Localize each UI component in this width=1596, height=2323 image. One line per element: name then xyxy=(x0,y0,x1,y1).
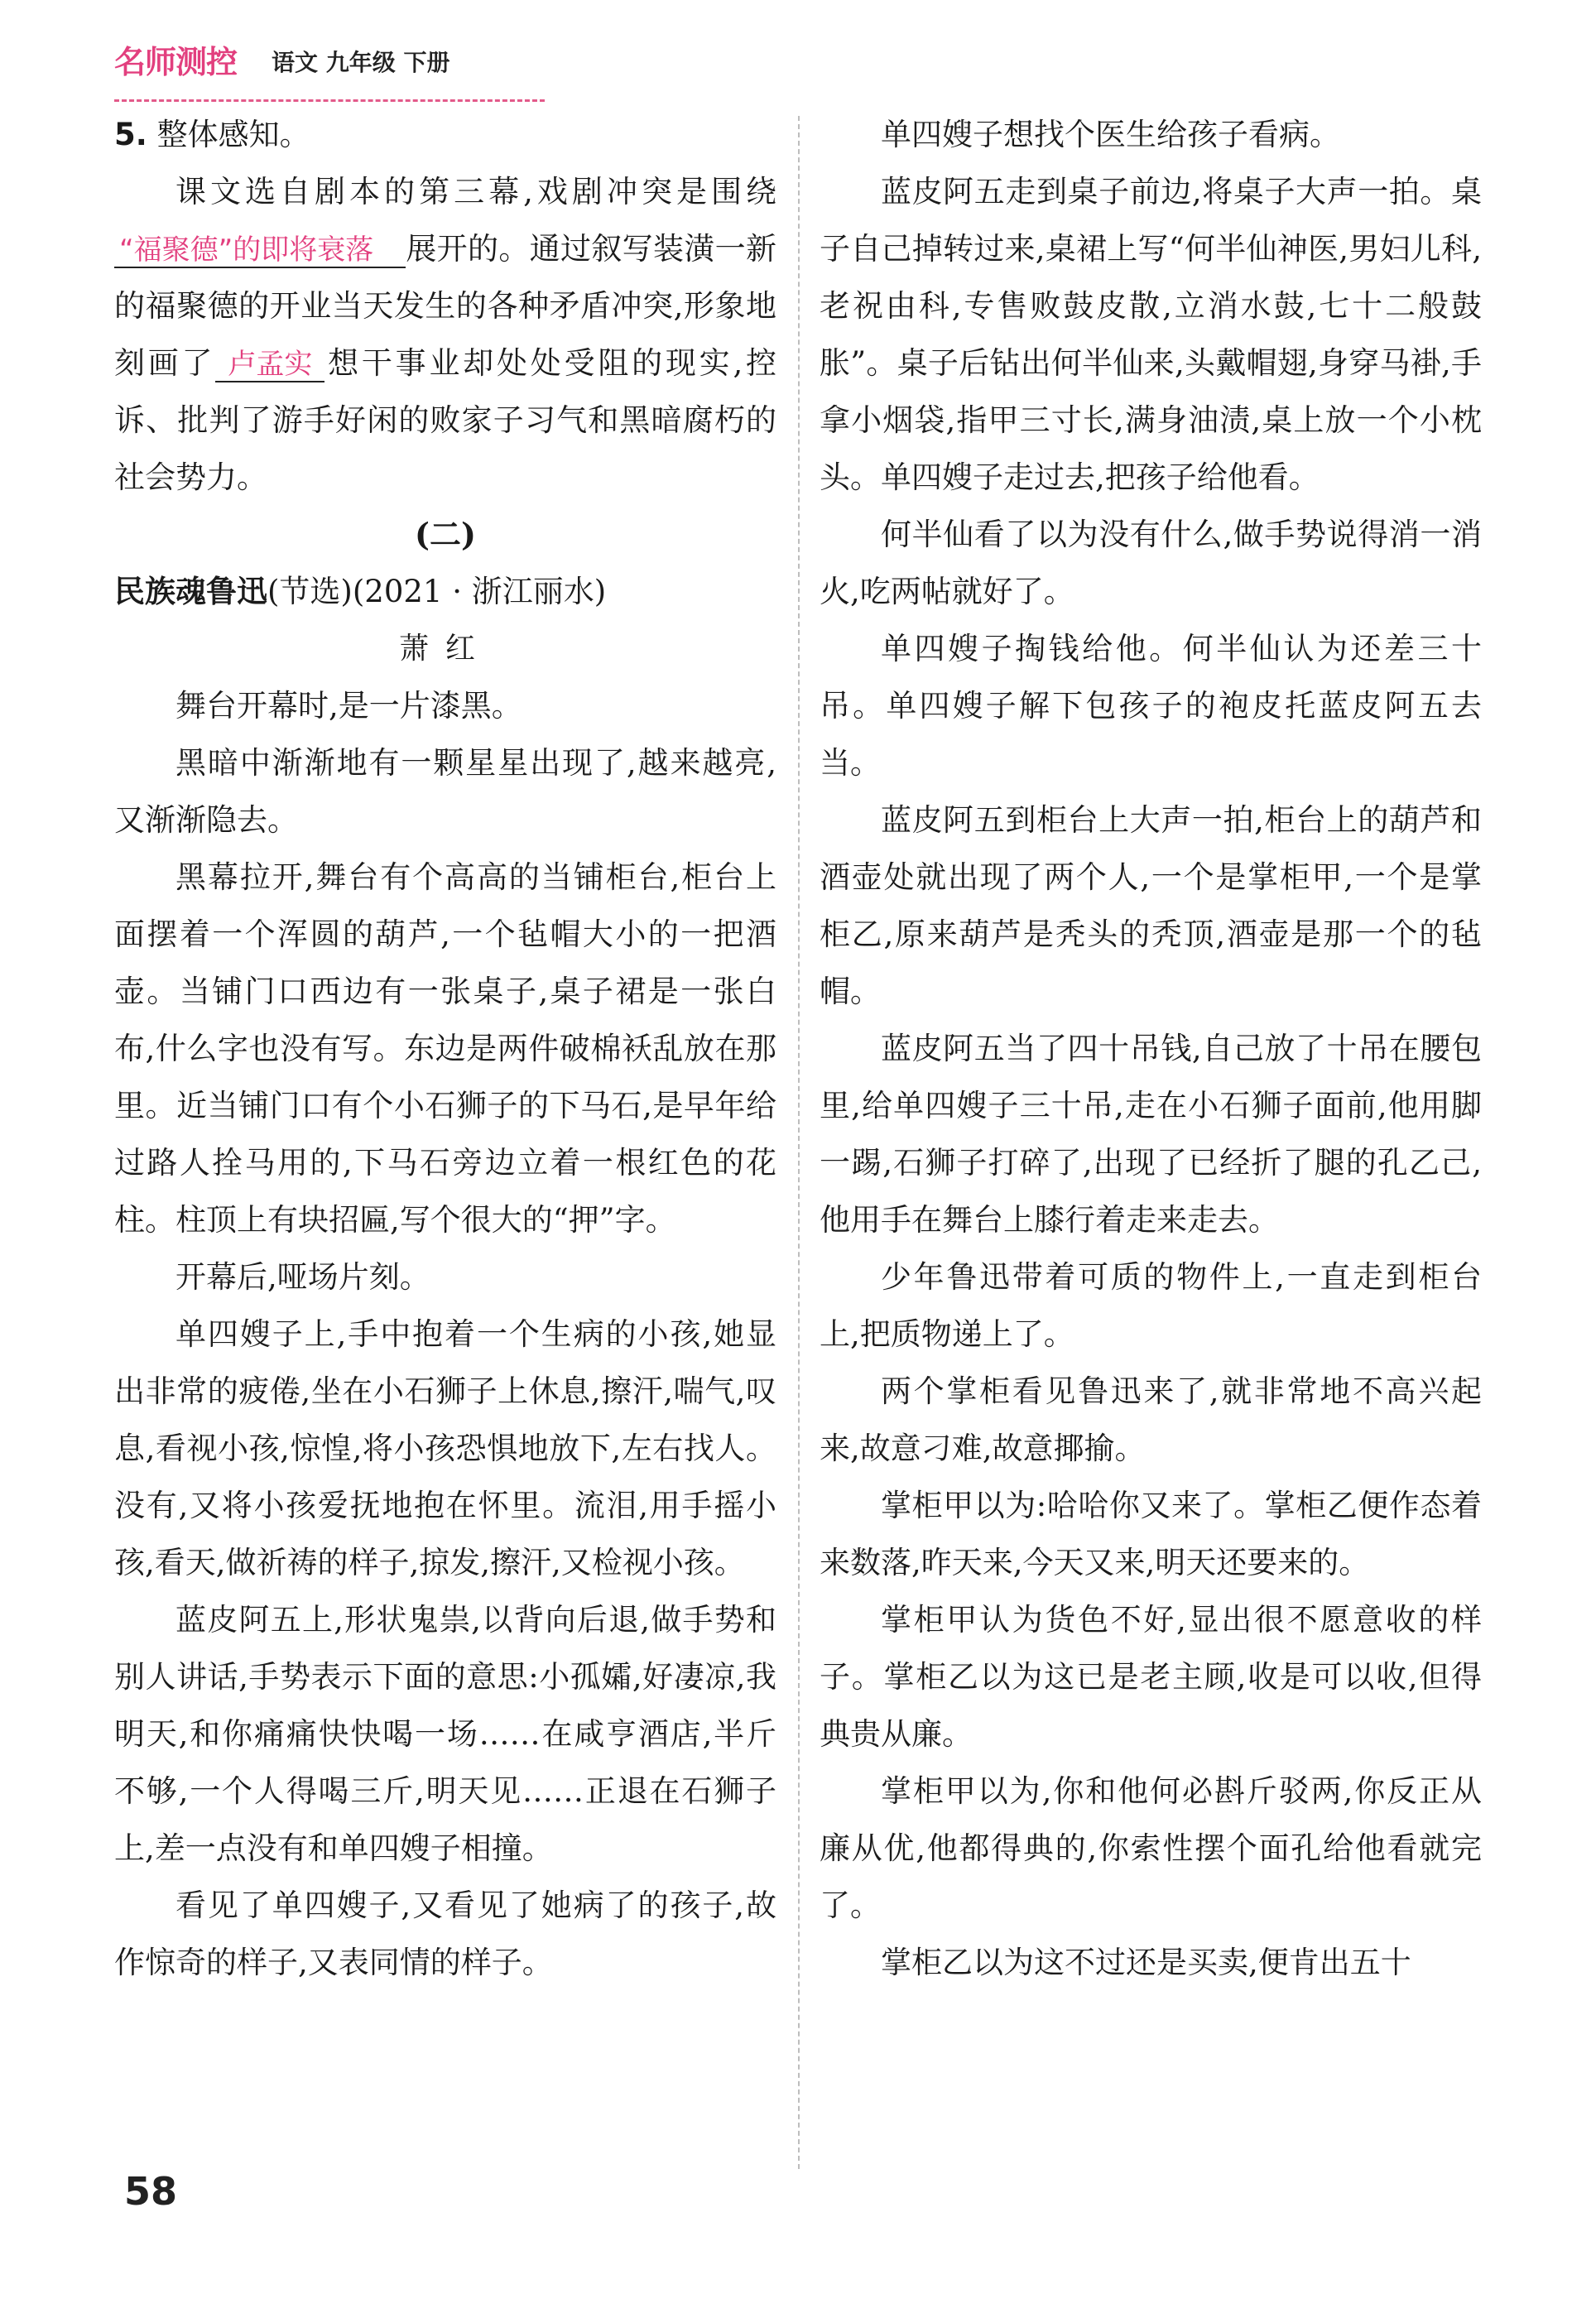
question-5-heading xyxy=(114,106,776,163)
article-title-suffix: (节选)(2021 · 浙江丽水) xyxy=(267,574,607,609)
question-text-c: 想干事业却处处受阻的现实,控诉、批判了游手好闲的败家子习气和黑暗腐朽的社会势力。 xyxy=(114,345,777,495)
answer-blank-2: 卢孟实 xyxy=(215,348,324,382)
paragraph: 掌柜甲以为,你和他何必斟斤驳两,你反正从廉从优,他都得典的,你索性摆个面孔给他看就完了。 xyxy=(820,1773,1482,1923)
article-author: 萧红 xyxy=(398,632,492,666)
paragraph: 舞台开幕时,是一片漆黑。 xyxy=(175,688,522,724)
section-label: (二) xyxy=(415,516,476,553)
question-5-body xyxy=(114,163,776,506)
paragraph: 单四嫂子上,手中抱着一个生病的小孩,她显出非常的疲倦,坐在小石狮子上休息,擦汗,喘气,叹息,看视小孩,惊惶,将小孩恐惧地放下,左右找人。没有,又将小孩爱抚地抱在怀里。流泪,用手摇小孩,看天,做祈祷的样子,掠发,擦汗,又检视小孩。 xyxy=(114,1316,776,1580)
paragraph: 何半仙看了以为没有什么,做手势说得消一消火,吃两帖就好了。 xyxy=(820,517,1482,609)
column-divider xyxy=(798,116,800,2169)
article-title-name: 民族魂鲁迅 xyxy=(114,574,267,609)
paragraph: 两个掌柜看见鲁迅来了,就非常地不高兴起来,故意刁难,故意揶揄。 xyxy=(820,1373,1482,1466)
question-number: 5. xyxy=(114,117,147,152)
paragraph: 掌柜甲认为货色不好,显出很不愿意收的样子。掌柜乙以为这已是老主顾,收是可以收,但得典贵从廉。 xyxy=(820,1602,1482,1752)
brand-logo: 名师测控 xyxy=(114,44,238,80)
paragraph: 看见了单四嫂子,又看见了她病了的孩子,故作惊奇的样子,又表同情的样子。 xyxy=(114,1888,776,1980)
answer-blank-1: “福聚德”的即将衰落 xyxy=(114,233,406,268)
paragraph: 单四嫂子掏钱给他。何半仙认为还差三十吊。单四嫂子解下包孩子的袍皮托蓝皮阿五去当。 xyxy=(820,631,1482,781)
book-subtitle: 语文 九年级 下册 xyxy=(272,49,450,76)
paragraph: 掌柜甲以为:哈哈你又来了。掌柜乙便作态着来数落,昨天来,今天又来,明天还要来的。 xyxy=(820,1488,1482,1580)
paragraph: 开幕后,哑场片刻。 xyxy=(175,1259,430,1295)
paragraph: 少年鲁迅带着可质的物件上,一直走到柜台上,把质物递上了。 xyxy=(820,1259,1482,1352)
paragraph: 单四嫂子想找个医生给孩子看病。 xyxy=(881,117,1340,152)
question-title: 整体感知。 xyxy=(156,117,310,152)
paragraph: 掌柜乙以为这不过还是买卖,便肯出五十 xyxy=(881,1945,1411,1980)
page-number: 58 xyxy=(124,2169,178,2214)
paragraph: 黑幕拉开,舞台有个高高的当铺柜台,柜台上面摆着一个浑圆的葫芦,一个毡帽大小的一把酒壶。当铺门口西边有一张桌子,桌子裙是一张白布,什么字也没有写。东边是两件破棉袄乱放在那里。近当铺门口有个小石狮子的下马石,是早年给过路人拴马用的,下马石旁边立着一根红色的花柱。柱顶上有块招匾,写个很大的“押”字。 xyxy=(114,859,776,1238)
article-title xyxy=(114,563,776,620)
paragraph: 蓝皮阿五当了四十吊钱,自己放了十吊在腰包里,给单四嫂子三十吊,走在小石狮子面前,他用脚一踢,石狮子打碎了,出现了已经折了腿的孔乙己,他用手在舞台上膝行着走来走去。 xyxy=(820,1031,1482,1238)
right-column xyxy=(820,106,1482,1991)
paragraph: 蓝皮阿五到柜台上大声一拍,柜台上的葫芦和酒壶处就出现了两个人,一个是掌柜甲,一个是掌柜乙,原来葫芦是秃头的秃顶,酒壶是那一个的毡帽。 xyxy=(820,802,1482,1009)
question-text-a: 课文选自剧本的第三幕,戏剧冲突是围绕 xyxy=(175,174,776,209)
question-text-b: 展开的。通过叙写装潢一新的福聚德的开业当天发生的各种矛盾冲突,形象地刻画了 xyxy=(114,231,776,381)
paragraph: 蓝皮阿五上,形状鬼祟,以背向后退,做手势和别人讲话,手势表示下面的意思:小孤孀,好凄凉,我明天,和你痛痛快快喝一场……在咸亨酒店,半斤不够,一个人得喝三斤,明天见……正退在石狮子上,差一点没有和单四嫂子相撞。 xyxy=(114,1602,776,1866)
page-header xyxy=(114,23,545,102)
paragraph: 蓝皮阿五走到桌子前边,将桌子大声一拍。桌子自己掉转过来,桌裙上写“何半仙神医,男妇儿科,老祝由科,专售败鼓皮散,立消水鼓,七十二般鼓胀”。桌子后钻出何半仙来,头戴帽翅,身穿马褂,手拿小烟袋,指甲三寸长,满身油渍,桌上放一个小枕头。单四嫂子走过去,把孩子给他看。 xyxy=(820,174,1482,495)
left-column xyxy=(114,106,776,1991)
paragraph: 黑暗中渐渐地有一颗星星出现了,越来越亮,又渐渐隐去。 xyxy=(114,745,776,838)
